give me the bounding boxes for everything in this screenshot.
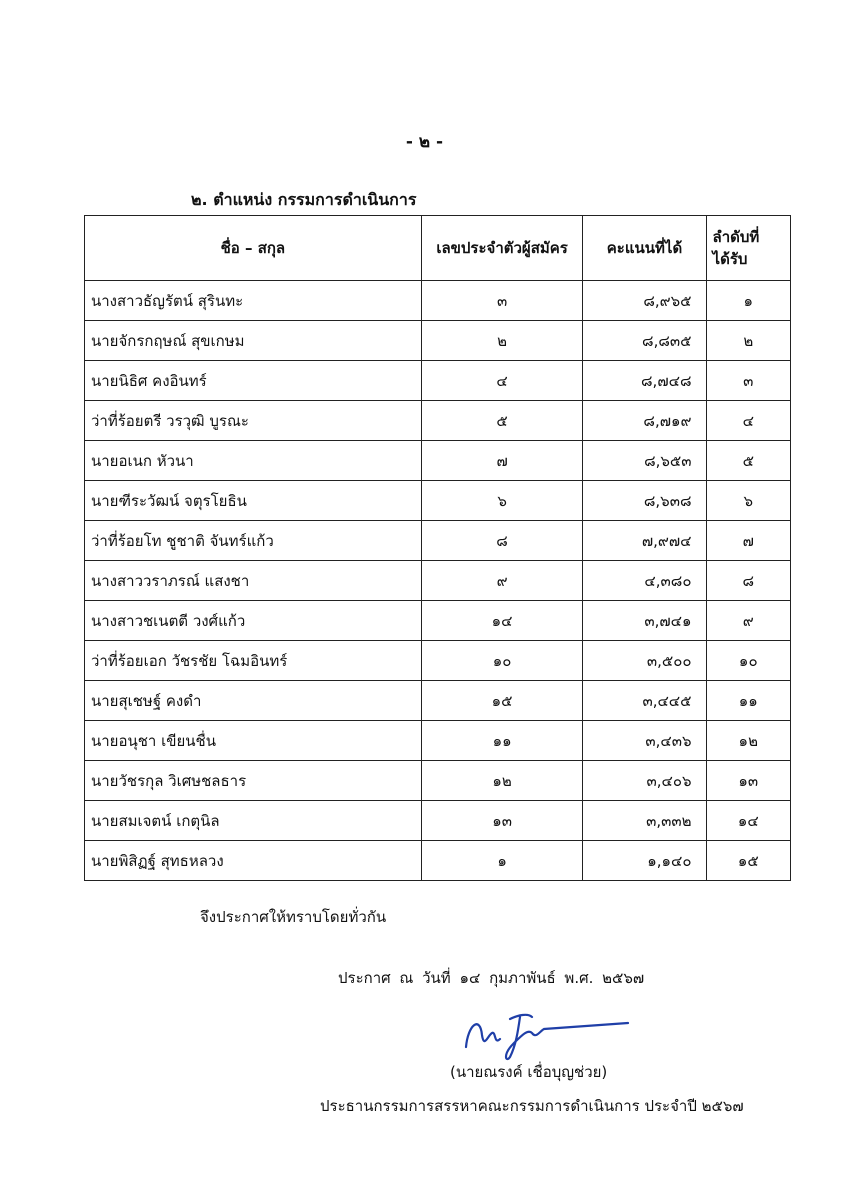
header-applicant-no: เลขประจำตัวผู้สมัคร	[421, 216, 583, 281]
cell-rank: ๙	[706, 601, 790, 641]
cell-name: นางสาวชเนตตี วงศ์แก้ว	[85, 601, 422, 641]
cell-name: นายพิสิฏฐ์ สุทธหลวง	[85, 841, 422, 881]
cell-applicant-no: ๔	[421, 361, 583, 401]
cell-rank: ๑	[706, 281, 790, 321]
cell-rank: ๖	[706, 481, 790, 521]
cell-score: ๓,๕๐๐	[583, 641, 706, 681]
cell-rank: ๔	[706, 401, 790, 441]
cell-applicant-no: ๖	[421, 481, 583, 521]
header-score: คะแนนที่ได้	[583, 216, 706, 281]
cell-applicant-no: ๘	[421, 521, 583, 561]
header-rank-line2: ได้รับ	[712, 250, 748, 268]
cell-score: ๘,๖๕๓	[583, 441, 706, 481]
cell-name: นางสาวธัญรัตน์ สุรินทะ	[85, 281, 422, 321]
cell-score: ๘,๗๑๙	[583, 401, 706, 441]
cell-applicant-no: ๑๒	[421, 761, 583, 801]
cell-applicant-no: ๓	[421, 281, 583, 321]
cell-name: นายจักรกฤษณ์ สุขเกษม	[85, 321, 422, 361]
cell-name: ว่าที่ร้อยเอก วัชรชัย โฉมอินทร์	[85, 641, 422, 681]
cell-name: นายนิธิศ คงอินทร์	[85, 361, 422, 401]
cell-applicant-no: ๒	[421, 321, 583, 361]
cell-applicant-no: ๙	[421, 561, 583, 601]
section-title: ๒. ตำแหน่ง กรรมการดำเนินการ	[191, 190, 417, 209]
cell-name: ว่าที่ร้อยตรี วรวุฒิ บูรณะ	[85, 401, 422, 441]
table-row	[85, 761, 791, 801]
cell-rank: ๑๐	[706, 641, 790, 681]
table-row	[85, 441, 791, 481]
cell-rank: ๘	[706, 561, 790, 601]
cell-name: ว่าที่ร้อยโท ชูชาติ จันทร์แก้ว	[85, 521, 422, 561]
cell-applicant-no: ๕	[421, 401, 583, 441]
closing-statement: จึงประกาศให้ทราบโดยทั่วกัน	[200, 908, 387, 926]
cell-rank: ๗	[706, 521, 790, 561]
cell-score: ๑,๑๔๐	[583, 841, 706, 881]
cell-rank: ๒	[706, 321, 790, 361]
table-row	[85, 521, 791, 561]
cell-score: ๘,๙๖๕	[583, 281, 706, 321]
header-rank-line1: ลำดับที่	[712, 228, 760, 246]
cell-score: ๓,๓๓๒	[583, 801, 706, 841]
cell-score: ๘,๘๓๕	[583, 321, 706, 361]
signer-position: ประธานกรรมการสรรหาคณะกรรมการดำเนินการ ประจำปี ๒๕๖๗	[320, 1097, 744, 1115]
cell-name: นายสมเจตน์ เกตุนิล	[85, 801, 422, 841]
cell-score: ๘,๗๔๘	[583, 361, 706, 401]
cell-rank: ๑๓	[706, 761, 790, 801]
cell-score: ๓,๔๓๖	[583, 721, 706, 761]
cell-score: ๗,๙๗๔	[583, 521, 706, 561]
cell-name: นายวัชรกุล วิเศษชลธาร	[85, 761, 422, 801]
table-row	[85, 641, 791, 681]
table-row	[85, 401, 791, 441]
table-row	[85, 601, 791, 641]
table-row	[85, 801, 791, 841]
cell-applicant-no: ๑๔	[421, 601, 583, 641]
cell-rank: ๕	[706, 441, 790, 481]
cell-rank: ๑๑	[706, 681, 790, 721]
table-header-row	[85, 216, 791, 281]
table-row	[85, 481, 791, 521]
cell-rank: ๑๒	[706, 721, 790, 761]
cell-score: ๓,๗๔๑	[583, 601, 706, 641]
cell-name: นายฑีระวัฒน์ จตุรโยธิน	[85, 481, 422, 521]
cell-rank: ๑๔	[706, 801, 790, 841]
header-name: ชื่อ – สกุล	[85, 216, 422, 281]
signer-name: (นายณรงค์ เชื่อบุญช่วย)	[450, 1063, 608, 1081]
cell-applicant-no: ๑๕	[421, 681, 583, 721]
table-row	[85, 721, 791, 761]
table-row	[85, 321, 791, 361]
table-body	[85, 281, 791, 881]
cell-name: นายอเนก หัวนา	[85, 441, 422, 481]
cell-name: นายสุเชษฐ์ คงดำ	[85, 681, 422, 721]
cell-score: ๘,๖๓๘	[583, 481, 706, 521]
cell-applicant-no: ๑๐	[421, 641, 583, 681]
cell-name: นายอนุชา เขียนชื่น	[85, 721, 422, 761]
cell-applicant-no: ๑๓	[421, 801, 583, 841]
handwritten-signature	[458, 1005, 638, 1065]
cell-name: นางสาววราภรณ์ แสงชา	[85, 561, 422, 601]
cell-applicant-no: ๑	[421, 841, 583, 881]
announcement-date: ประกาศ ณ วันที่ ๑๔ กุมภาพันธ์ พ.ศ. ๒๕๖๗	[338, 969, 645, 987]
cell-rank: ๑๕	[706, 841, 790, 881]
table-row	[85, 681, 791, 721]
cell-score: ๔,๓๘๐	[583, 561, 706, 601]
table-row	[85, 281, 791, 321]
cell-applicant-no: ๗	[421, 441, 583, 481]
cell-score: ๓,๔๔๕	[583, 681, 706, 721]
table-row	[85, 561, 791, 601]
cell-rank: ๓	[706, 361, 790, 401]
results-table	[84, 215, 791, 881]
header-rank	[706, 216, 790, 281]
table-row	[85, 841, 791, 881]
cell-applicant-no: ๑๑	[421, 721, 583, 761]
table-row	[85, 361, 791, 401]
page-number: - ๒ -	[405, 132, 444, 152]
cell-score: ๓,๔๐๖	[583, 761, 706, 801]
